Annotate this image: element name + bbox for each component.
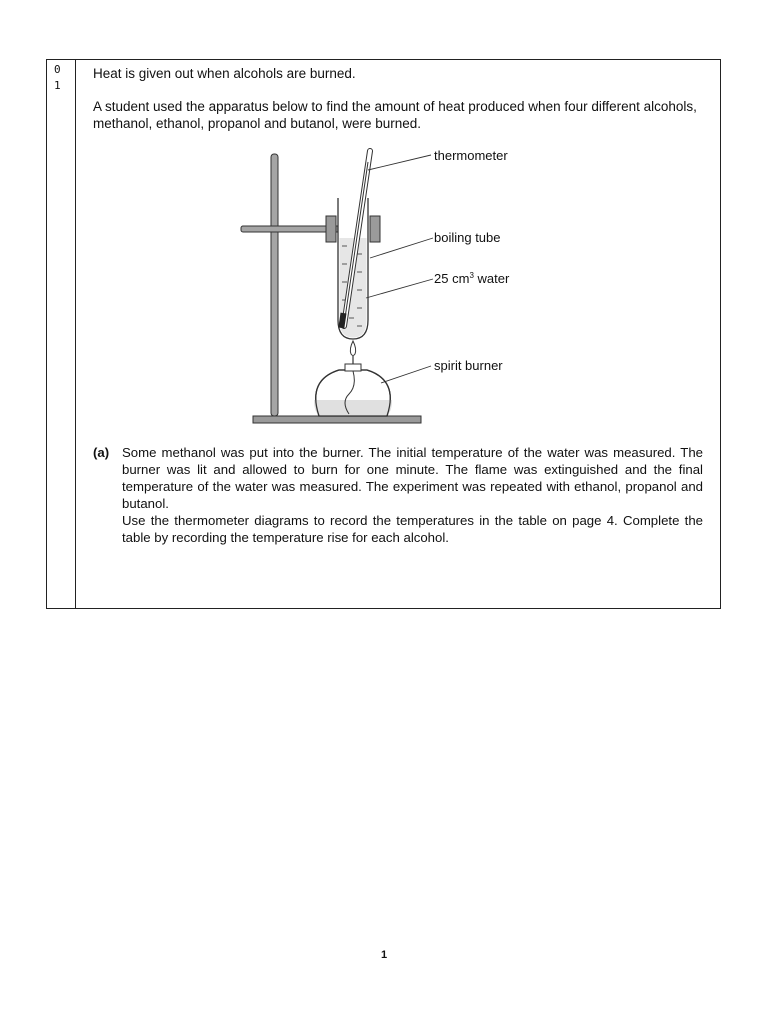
label-spirit-burner: spirit burner [434, 358, 503, 373]
leader-thermometer [368, 155, 431, 170]
stand-rod [271, 154, 278, 416]
label-water-word: water [477, 271, 510, 286]
intro-paragraph: A student used the apparatus below to find the amount of heat produced when four different alcohols, methanol, ethanol, propanol and butanol, were burned. [93, 99, 697, 131]
spirit-burner [314, 356, 392, 416]
flame-icon [350, 341, 355, 356]
part-a-label: (a) [93, 445, 110, 460]
part-a [93, 444, 703, 546]
label-thermometer: thermometer [434, 148, 508, 163]
page-number: 1 [380, 949, 388, 961]
apparatus-diagram [93, 140, 703, 440]
stand-base [253, 416, 421, 423]
leader-water [366, 279, 433, 298]
label-water-unit: cm [452, 271, 470, 286]
part-a-body [122, 444, 703, 546]
question-box [46, 59, 721, 609]
label-water [434, 271, 510, 286]
clamp-jaw-left [326, 216, 336, 242]
question-number-digit-1: 0 [54, 63, 61, 76]
intro-line: Heat is given out when alcohols are burned. [93, 66, 356, 81]
question-number [47, 60, 76, 608]
label-water-num: 25 [434, 271, 449, 286]
clamp-jaw-right [370, 216, 380, 242]
label-boiling-tube: boiling tube [434, 230, 501, 245]
part-a-paragraph-2: Use the thermometer diagrams to record the temperatures in the table on page 4. Complete the table by recording the temperature rise for each alcohol. [122, 513, 703, 545]
apparatus-svg [93, 140, 703, 440]
part-a-paragraph-1: Some methanol was put into the burner. The initial temperature of the water was measured. The burner was lit and allowed to burn for one minute. The flame was extinguished and the final temperature of the water was measured. The experiment was repeated with ethanol, propanol and butanol. [122, 445, 703, 511]
label-water-sup: 3 [469, 271, 474, 280]
question-number-digit-2: 1 [54, 79, 61, 92]
leader-spirit-burner [381, 366, 431, 383]
